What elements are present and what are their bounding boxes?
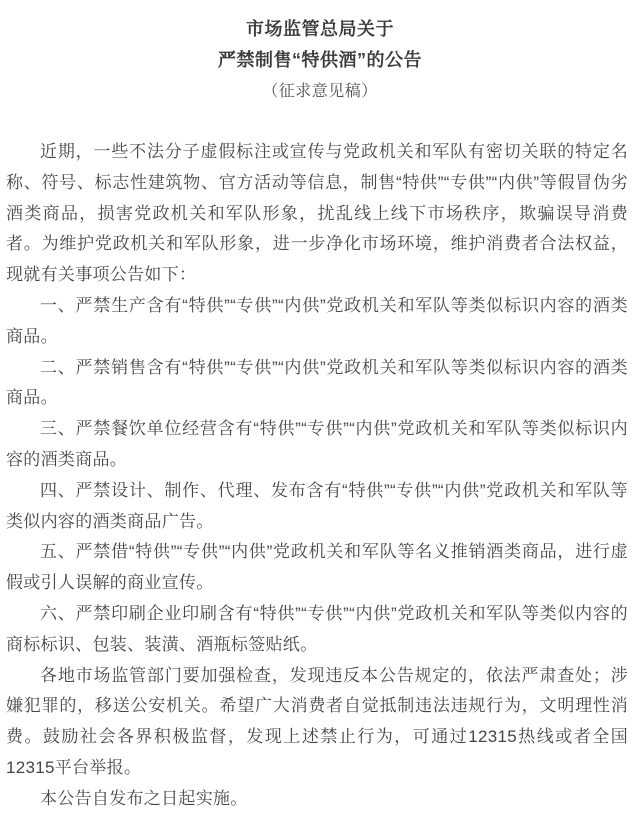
document-title-line-2: 严禁制售“特供酒”的公告 [218,50,422,70]
paragraph-item-2: 二、严禁销售含有“特供”“专供”“内供”党政机关和军队等类似标识内容的酒类商品。 [6,357,628,408]
paragraph-intro: 近期，一些不法分子虚假标注或宣传与党政机关和军队有密切关联的特定名称、符号、标志性建筑物、官方活动等信息，制售“特供”“专供”“内供”等假冒伪劣酒类商品，损害党政机关和军队形象，扰乱线上线下市场秩序，欺骗误导消费者。为维护党政机关和军队形象，进一步净化市场环境，维护消费者合法权益，现就有关事项公告如下： [6,142,628,285]
paragraph-item-4: 四、严禁设计、制作、代理、发布含有“特供”“专供”“内供”党政机关和军队等类似内容的酒类商品广告。 [6,480,628,531]
paragraph-item-1: 一、严禁生产含有“特供”“专供”“内供”党政机关和军队等类似标识内容的酒类商品。 [6,295,628,346]
paragraph-enforcement: 各地市场监管部门要加强检查，发现违反本公告规定的，依法严肃查处；涉嫌犯罪的，移送公安机关。希望广大消费者自觉抵制违法违规行为，文明理性消费。鼓励社会各界积极监督，发现上述禁止行为，可通过12315热线或者全国12315平台举报。 [6,665,628,777]
paragraph-item-3: 三、严禁餐饮单位经营含有“特供”“专供”“内供”党政机关和军队等类似标识内容的酒类商品。 [6,419,628,469]
document-subtitle-draft-note: （征求意见稿） [262,83,378,100]
document-title-line-1: 市场监管总局关于 [246,19,394,39]
document-body [0,137,640,815]
paragraph-effective-date: 本公告自发布之日起实施。 [40,788,248,808]
paragraph-item-6: 六、严禁印刷企业印刷含有“特供”“专供”“内供”党政机关和军队等类似内容的商标标识、包装、装潢、酒瓶标签贴纸。 [6,603,628,654]
paragraph-item-5: 五、严禁借“特供”“专供”“内供”党政机关和军队等名义推销酒类商品，进行虚假或引人误解的商业宣传。 [6,542,628,593]
